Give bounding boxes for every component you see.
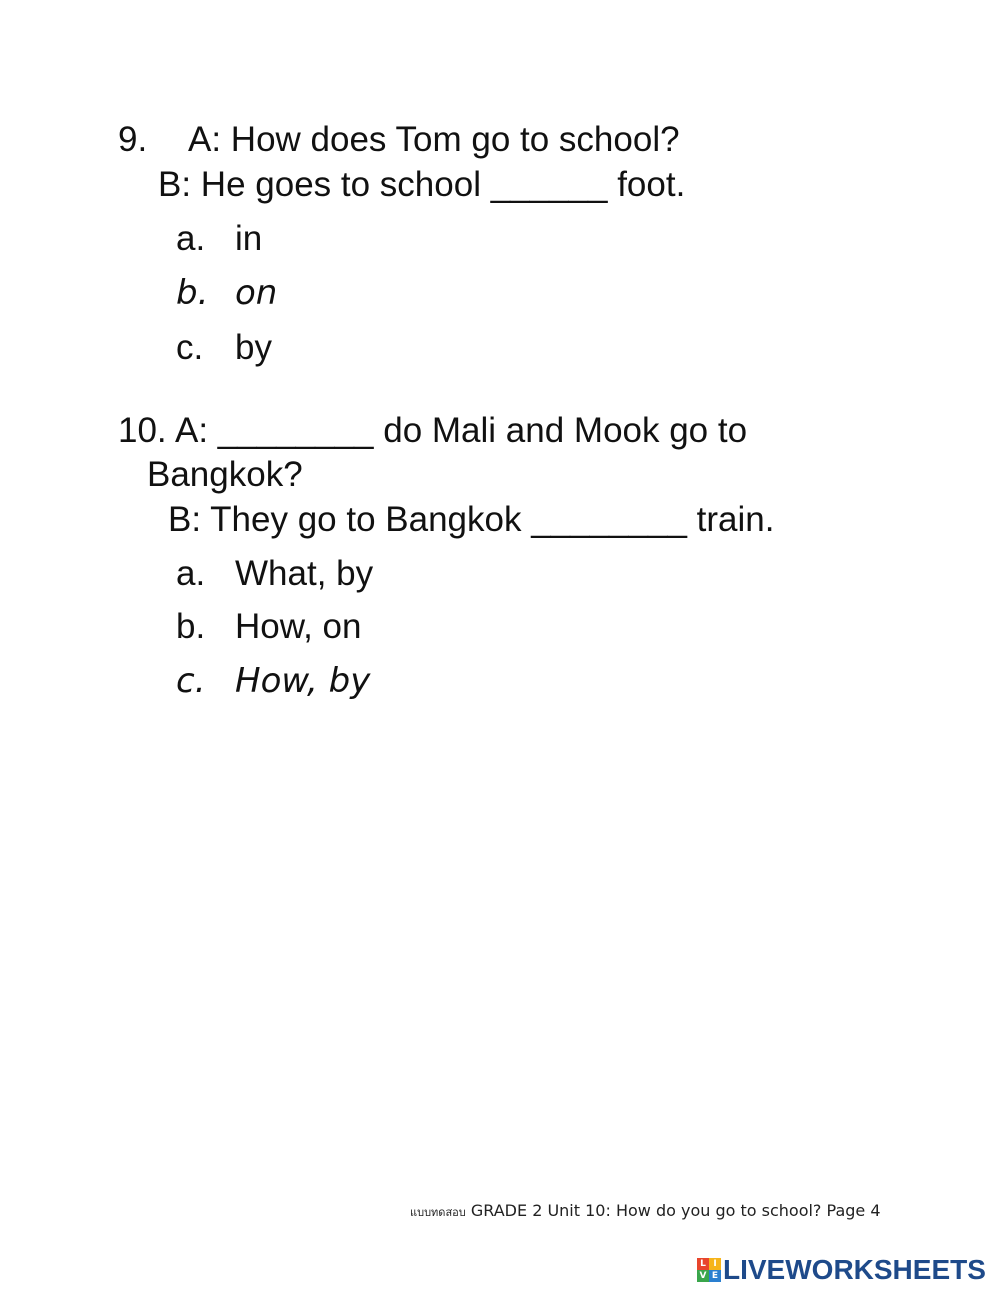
option-text: in bbox=[235, 219, 263, 258]
option-text: by bbox=[235, 328, 272, 367]
option-letter: b. bbox=[176, 273, 209, 313]
question-line-a-continued: Bangkok? bbox=[147, 455, 303, 494]
option-letter: a. bbox=[176, 554, 206, 593]
option-letter: a. bbox=[176, 219, 206, 258]
question-line-b: B: He goes to school ______ foot. bbox=[158, 165, 686, 204]
logo-mark-letter: L bbox=[697, 1258, 709, 1270]
page-footer bbox=[410, 1200, 881, 1224]
option-text: on bbox=[235, 273, 278, 313]
option-text: What, by bbox=[235, 554, 374, 593]
logo-mark-letter: I bbox=[709, 1258, 721, 1270]
option-text: How, on bbox=[235, 607, 362, 646]
logo-mark-letter: V bbox=[697, 1270, 709, 1282]
question-line-a: A: How does Tom go to school? bbox=[188, 120, 680, 159]
option-text: How, by bbox=[235, 661, 371, 701]
logo-mark-letter: E bbox=[709, 1270, 721, 1282]
question-number: 9. bbox=[118, 120, 148, 159]
liveworksheets-logo bbox=[697, 1254, 986, 1286]
question-number: 10. bbox=[118, 411, 167, 450]
footer-thai-label: แบบทดสอบ bbox=[410, 1206, 466, 1219]
logo-text: LIVEWORKSHEETS bbox=[723, 1254, 986, 1285]
question-line-b: B: They go to Bangkok ________ train. bbox=[168, 500, 775, 539]
option-letter: c. bbox=[176, 328, 204, 367]
option-letter: c. bbox=[176, 661, 206, 701]
footer-text: GRADE 2 Unit 10: How do you go to school? Page 4 bbox=[470, 1201, 881, 1220]
question-line-a: A: ________ do Mali and Mook go to bbox=[175, 411, 748, 450]
logo-mark-icon bbox=[697, 1258, 721, 1282]
option-letter: b. bbox=[176, 607, 206, 646]
